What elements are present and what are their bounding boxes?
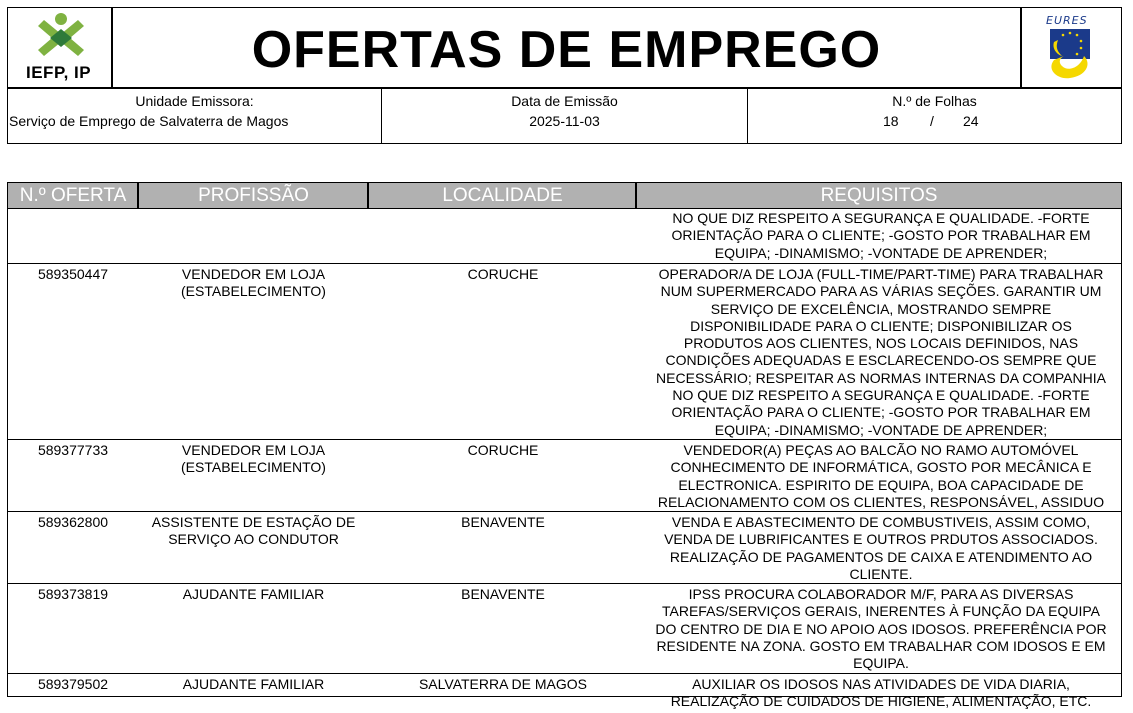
location: CORUCHE xyxy=(467,266,539,282)
issuing-unit-label: Unidade Emissora: xyxy=(135,93,254,109)
table-row xyxy=(8,583,1121,674)
page-title-box xyxy=(112,7,1021,88)
column-header-requirements: REQUISITOS xyxy=(820,185,938,206)
table-header xyxy=(7,182,1122,209)
sheet-count-label: N.º de Folhas xyxy=(892,93,977,109)
sheet-current: 18 xyxy=(883,113,899,129)
column-header-location: LOCALIDADE xyxy=(442,185,563,206)
eures-logo xyxy=(1021,7,1122,88)
sheet-separator: / xyxy=(930,113,934,129)
requirements: NO QUE DIZ RESPEITO A SEGURANÇA E QUALIDADE. -FORTE ORIENTAÇÃO PARA O CLIENTE; -GOSTO POR TRABALHAR EM EQUIPA; -DINAMISMO; -VONTADE DE APRENDER; xyxy=(671,210,1091,261)
table-row xyxy=(8,673,1121,712)
offer-number: 589373819 xyxy=(37,586,109,602)
offer-number: 589379502 xyxy=(37,676,109,692)
iefp-logo xyxy=(7,7,112,88)
profession: AJUDANTE FAMILIAR xyxy=(182,676,325,692)
issuing-unit-value: Serviço de Emprego de Salvaterra de Magos xyxy=(9,113,289,129)
location: BENAVENTE xyxy=(461,586,545,602)
iefp-logo-text: IEFP, IP xyxy=(26,63,92,82)
offers-table xyxy=(7,208,1122,710)
table-row xyxy=(8,439,1121,512)
profession: AJUDANTE FAMILIAR xyxy=(182,586,325,602)
eures-logo-label: EURES xyxy=(1046,14,1088,27)
column-header-offer-number: N.º OFERTA xyxy=(19,185,127,206)
requirements: OPERADOR/A DE LOJA (FULL-TIME/PART-TIME) PARA TRABALHAR NUM SUPERMERCADO PARA AS VÁRIAS SEÇÕES. GARANTIR UM SERVIÇO DE EXCELÊNCIA, MOSTRANDO SEMPRE DISPONIBILIDADE PARA O CLIENTE; DISPONIBILIZAR OS PRODUTOS AOS CLIENTES, NOS LOCAIS DEFINIDOS, NAS CONDIÇÕES ADEQUADAS E ESCLARECENDO-OS SEMPRE QUE NECESSÁRIO; RESPEITAR AS NORMAS INTERNAS DA COMPANHIA NO QUE DIZ RESPEITO A SEGURANÇA E QUALIDADE. -FORTE ORIENTAÇÃO PARA O CLIENTE; -GOSTO POR TRABALHAR EM EQUIPA; -DINAMISMO; -VONTADE DE APRENDER; xyxy=(656,266,1106,438)
requirements: AUXILIAR OS IDOSOS NAS ATIVIDADES DE VIDA DIARIA, REALIZAÇÃO DE CUIDADOS DE HIGIENE, ALIMENTAÇÃO, ETC. xyxy=(670,676,1092,710)
offer-number: 589377733 xyxy=(37,442,109,458)
page-title: OFERTAS DE EMPREGO xyxy=(251,21,882,79)
profession: VENDEDOR EM LOJA (ESTABELECIMENTO) xyxy=(181,442,326,476)
location: SALVATERRA DE MAGOS xyxy=(418,676,588,692)
sheet-total: 24 xyxy=(963,113,979,129)
table-row xyxy=(8,511,1121,584)
issue-date-label: Data de Emissão xyxy=(511,93,618,109)
requirements: VENDEDOR(A) PEÇAS AO BALCÃO NO RAMO AUTOMÓVEL CONHECIMENTO DE INFORMÁTICA, GOSTO POR MECÂNICA E ELECTRONICA. ESPIRITO DE EQUIPA, BOA CAPACIDADE DE RELACIONAMENTO COM OS CLIENTES, RESPONSÁVEL, ASSIDUO xyxy=(657,442,1105,510)
offer-number: 589350447 xyxy=(37,266,109,282)
sheet-count xyxy=(747,88,1122,144)
requirements: IPSS PROCURA COLABORADOR M/F, PARA AS DIVERSAS TAREFAS/SERVIÇOS GERAIS, INERENTES À FUNÇÃO DA EQUIPA DO CENTRO DE DIA E NO APOIO AOS IDOSOS. PREFERÊNCIA POR RESIDENTE NA ZONA. GOSTO EM TRABALHAR COM IDOSOS E EM EQUIPA. xyxy=(655,586,1107,672)
requirements: VENDA E ABASTECIMENTO DE COMBUSTIVEIS, ASSIM COMO, VENDA DE LUBRIFICANTES E OUTROS PRDUTOS ASSOCIADOS. REALIZAÇÃO DE PAGAMENTOS DE CAIXA E ATENDIMENTO AO CLIENTE. xyxy=(664,514,1098,582)
eures-logo-icon xyxy=(1040,12,1102,86)
table-row xyxy=(8,263,1121,440)
location: BENAVENTE xyxy=(461,514,545,530)
column-header-profession: PROFISSÃO xyxy=(198,185,309,206)
iefp-logo-icon xyxy=(32,12,90,62)
issuing-unit xyxy=(7,88,382,144)
location: CORUCHE xyxy=(467,442,539,458)
offer-number: 589362800 xyxy=(37,514,109,530)
profession: VENDEDOR EM LOJA (ESTABELECIMENTO) xyxy=(181,266,326,300)
issue-date xyxy=(381,88,748,144)
table-row xyxy=(8,208,1121,263)
issue-date-value: 2025-11-03 xyxy=(529,113,600,129)
profession: ASSISTENTE DE ESTAÇÃO DE SERVIÇO AO CONDUTOR xyxy=(151,514,356,548)
